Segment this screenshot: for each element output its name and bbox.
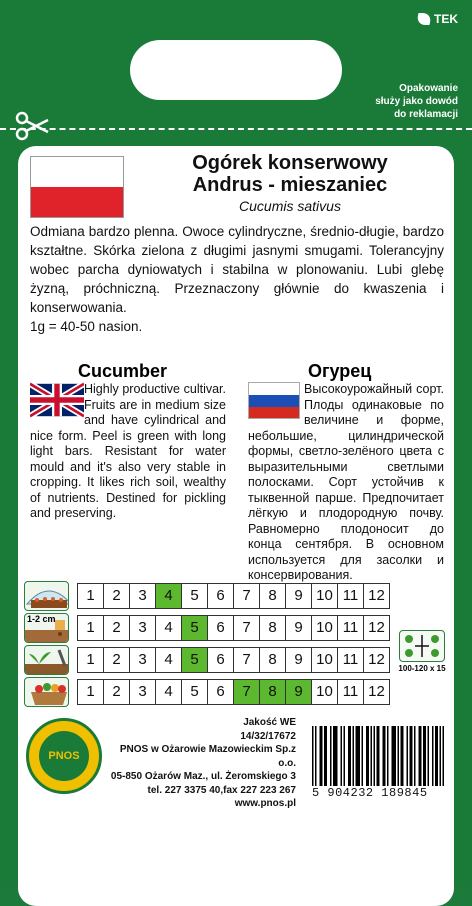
month-cell: 3 — [130, 648, 156, 672]
notice-line: służy jako dowód — [375, 96, 458, 107]
month-cells — [77, 679, 390, 705]
complaint-notice — [375, 82, 458, 121]
calendar-row-planting — [24, 646, 390, 674]
title-line-2: Andrus - mieszaniec — [192, 174, 388, 196]
month-cell: 9 — [286, 584, 312, 608]
month-cell: 6 — [208, 616, 234, 640]
sowing-depth-icon — [24, 613, 69, 643]
russian-description: Высокоурожайный сорт. Плоды одинаковые по величине и форме, небольшие, цилиндрической формы, светло-зелёного цвета с выразительными светлыми полосками. Сорт устойчив к тыквенной парше. Предпочитает лёгкую и плодородную почву. Равномерно плодоносит до конца сентября. В основном используется для засолки и консервирования. — [248, 382, 444, 582]
russian-section — [248, 382, 444, 584]
month-cell: 12 — [364, 584, 389, 608]
plant-spacing — [397, 630, 447, 673]
polish-description-text: Odmiana bardzo plenna. Owoce cylindryczne, średnio-długie, bardzo kształtne. Skórka zielona z długimi jasnymi smugami. Tolerancyjny wobec parcha dyniowatych i stabilna w plonowaniu. Lubi glebę żyzną, próchniczną. Przeznaczony głównie do kwaszenia i konserwowania. — [30, 224, 444, 315]
english-section — [30, 382, 226, 522]
month-cell: 4 — [156, 584, 182, 608]
month-cell: 8 — [260, 648, 286, 672]
quality-mark: Jakość WE — [243, 717, 296, 728]
polish-description — [30, 222, 444, 336]
seed-count: 1g = 40-50 nasion. — [30, 319, 143, 334]
planting-icon — [24, 645, 69, 675]
month-cell: 6 — [208, 648, 234, 672]
month-cell: 1 — [78, 584, 104, 608]
tek-label: TEK — [434, 12, 458, 26]
month-cell: 1 — [78, 616, 104, 640]
company-website[interactable]: www.pnos.pl — [234, 798, 296, 809]
spacing-icon — [399, 630, 445, 662]
hang-tab — [130, 40, 342, 100]
month-cell: 2 — [104, 584, 130, 608]
calendar-row-depth — [24, 614, 390, 642]
barcode-number: 5 904232 189845 — [312, 786, 428, 800]
month-cell: 12 — [364, 616, 389, 640]
month-cell: 9 — [286, 680, 312, 704]
month-cell: 3 — [130, 616, 156, 640]
month-cell: 10 — [312, 680, 338, 704]
harvest-basket-icon — [24, 677, 69, 707]
latin-name: Cucumis sativus — [239, 198, 341, 214]
month-cell: 4 — [156, 680, 182, 704]
month-cell: 7 — [234, 584, 260, 608]
month-cell: 10 — [312, 616, 338, 640]
month-cell: 6 — [208, 680, 234, 704]
month-cell: 5 — [182, 680, 208, 704]
polish-flag — [30, 156, 124, 218]
month-cells — [77, 615, 390, 641]
month-cell: 7 — [234, 616, 260, 640]
month-cell: 11 — [338, 648, 364, 672]
calendar-row-sowing — [24, 582, 390, 610]
product-title — [140, 152, 440, 216]
month-cell: 8 — [260, 584, 286, 608]
month-cell: 8 — [260, 680, 286, 704]
cut-line — [0, 128, 472, 130]
month-cell: 6 — [208, 584, 234, 608]
tek-logo — [417, 12, 458, 26]
month-cell: 4 — [156, 616, 182, 640]
calendar-row-harvest — [24, 678, 390, 706]
russian-heading: Огурец — [308, 361, 372, 381]
sowing-tray-icon — [24, 581, 69, 611]
month-cell: 8 — [260, 616, 286, 640]
company-phone: tel. 227 3375 40,fax 227 223 267 — [147, 784, 296, 796]
notice-line: do reklamacji — [394, 109, 458, 120]
month-cell: 5 — [182, 616, 208, 640]
product-code: 14/32/17672 — [240, 730, 296, 742]
month-cell: 12 — [364, 680, 389, 704]
month-cell: 3 — [130, 584, 156, 608]
title-line-1: Ogórek konserwowy — [192, 152, 388, 174]
month-cell: 7 — [234, 648, 260, 672]
month-cell: 3 — [130, 680, 156, 704]
month-cell: 11 — [338, 680, 364, 704]
uk-flag — [30, 382, 84, 418]
month-cell: 10 — [312, 648, 338, 672]
spacing-label: 100-120 x 15 — [398, 664, 446, 673]
month-cell: 12 — [364, 648, 389, 672]
month-cell: 5 — [182, 648, 208, 672]
month-cell: 1 — [78, 648, 104, 672]
company-info — [100, 716, 296, 811]
month-cell: 11 — [338, 584, 364, 608]
month-cell: 9 — [286, 616, 312, 640]
scissors-icon — [14, 108, 50, 144]
month-cell: 10 — [312, 584, 338, 608]
month-cells — [77, 647, 390, 673]
english-description: Highly productive cultivar. Fruits are in medium size and have cylindrical and nice form. Peel is green with long light bars. Resistant for water mould and it's also very stable in cropping. It likes rich soil, wealthy of nutrients. Destined for pickling and preserving. — [30, 382, 226, 520]
russian-flag — [248, 382, 304, 418]
notice-line: Opakowanie — [399, 83, 458, 94]
month-cell: 1 — [78, 680, 104, 704]
month-cell: 9 — [286, 648, 312, 672]
month-cell: 11 — [338, 616, 364, 640]
company-address: 05-850 Ożarów Maz., ul. Żeromskiego 3 — [110, 771, 296, 782]
month-cell: 2 — [104, 616, 130, 640]
barcode — [312, 726, 444, 786]
pnos-logo — [26, 718, 102, 794]
month-cells — [77, 583, 390, 609]
month-cell: 5 — [182, 584, 208, 608]
leaf-icon — [415, 13, 432, 25]
english-heading: Cucumber — [78, 361, 168, 381]
company-name: PNOS w Ożarowie Mazowieckim Sp.z o.o. — [119, 744, 296, 769]
month-cell: 2 — [104, 680, 130, 704]
depth-label: 1-2 cm — [27, 614, 56, 624]
logo-text: PNOS — [48, 750, 80, 762]
month-cell: 2 — [104, 648, 130, 672]
month-cell: 4 — [156, 648, 182, 672]
month-cell: 7 — [234, 680, 260, 704]
